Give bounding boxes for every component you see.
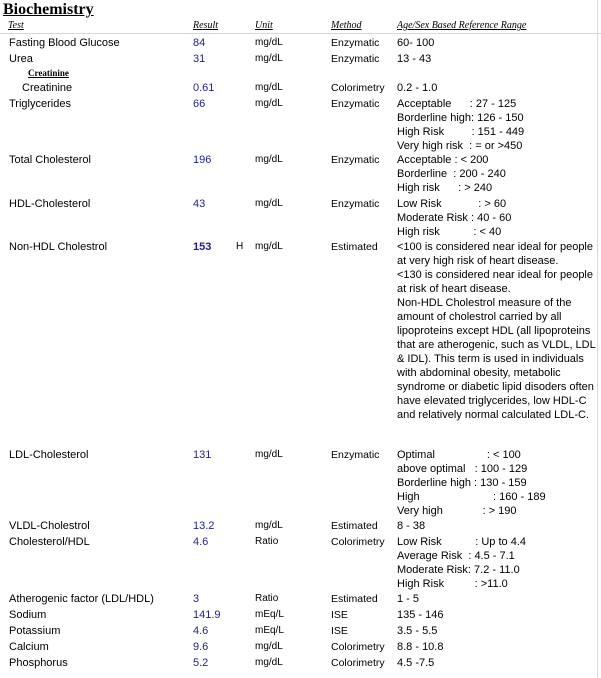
test-name: Atherogenic factor (LDL/HDL) [9,593,154,605]
reference-note: <100 is considered near ideal for people at very high risk of heart disease. <130 is considered near ideal for people at risk of heart disease. Non-HDL Cholestrol measure of the amount of cholestrol carried by all lipoproteins except HDL (all lipoproteins that are atherogenic, such as VLDL, LDL & IDL). This term is used in individuals with abdominal obesity, metabolic syndrome or diabetic lipid disoders often have elevated triglycerides, low HDL-C and relatively normal calculated LDL-C. [397,241,596,421]
test-name: Urea [9,53,33,65]
reference-line: 4.5 -7.5 [397,657,435,669]
unit: mEq/L [255,609,284,620]
test-name: Triglycerides [9,98,71,110]
reference-line: 1 - 5 [397,593,420,605]
result-value: 43 [193,198,206,210]
unit: mg/dL [255,82,283,93]
reference-line: 60- 100 [397,37,435,49]
method: Enzymatic [331,154,380,166]
reference-range [397,608,443,622]
result-value: 0.61 [193,82,215,94]
unit: mg/dL [255,449,283,460]
reference-line: Very high : > 190 [397,505,517,517]
reference-line: 3.5 - 5.5 [397,625,438,637]
reference-range [397,36,434,50]
reference-line: Borderline : 200 - 240 [397,168,506,180]
unit: mg/dL [255,154,283,165]
reference-line: Low Risk : Up to 4.4 [397,536,526,548]
result-flag: H [236,241,244,252]
unit: mg/dL [255,98,283,109]
unit: mEq/L [255,625,284,636]
unit: mg/dL [255,657,283,668]
header-method: Method [331,20,362,31]
unit: Ratio [255,536,279,547]
method: ISE [331,609,348,621]
reference-line: High : 160 - 189 [397,491,546,503]
table-header [0,20,601,34]
header-divider [0,33,601,34]
test-name: VLDL-Cholestrol [9,520,90,532]
method: Estimated [331,593,378,605]
test-name: Potassium [9,625,61,637]
subheading-creatinine: Creatinine [28,68,69,78]
method: Estimated [331,241,378,253]
reference-line: High Risk : 151 - 449 [397,126,525,138]
test-name: LDL-Cholesterol [9,449,89,461]
unit: mg/dL [255,37,283,48]
result-value: 31 [193,53,206,65]
method: Enzymatic [331,37,380,49]
reference-line: Borderline high : 130 - 159 [397,477,527,489]
result-value: 84 [193,37,206,49]
section-title: Biochemistry [3,1,94,18]
reference-line: Average Risk : 4.5 - 7.1 [397,550,515,562]
reference-range [397,640,443,654]
reference-line: Very high risk : = or >450 [397,140,523,152]
test-name: Phosphorus [9,657,68,669]
header-ref-range: Age/Sex Based Reference Range [397,20,527,31]
reference-range [397,52,431,66]
unit: mg/dL [255,520,283,531]
test-name: Calcium [9,641,49,653]
test-name: Sodium [9,609,47,621]
result-value: 131 [193,449,212,461]
method: Enzymatic [331,98,380,110]
unit: mg/dL [255,53,283,64]
reference-range [397,624,437,638]
test-name: Creatinine [22,82,73,94]
reference-range [397,153,506,195]
reference-line: Moderate Risk : 40 - 60 [397,212,512,224]
method: Colorimetry [331,641,385,653]
test-name: Total Cholesterol [9,154,91,166]
reference-range [397,592,419,606]
method: Enzymatic [331,198,380,210]
result-value: 66 [193,98,206,110]
method: Colorimetry [331,82,385,94]
reference-line: Optimal : < 100 [397,449,521,461]
header-unit: Unit [255,20,273,31]
reference-range [397,97,524,153]
method: Colorimetry [331,536,385,548]
result-value: 3 [193,593,200,605]
reference-line: Acceptable : 27 - 125 [397,98,517,110]
reference-line: 135 - 146 [397,609,444,621]
unit: mg/dL [255,241,283,252]
method: Enzymatic [331,449,380,461]
reference-line: High Risk : >11.0 [397,578,508,590]
reference-line: Moderate Risk: 7.2 - 11.0 [397,564,520,576]
reference-line: High risk : > 240 [397,182,493,194]
test-name: Non-HDL Cholestrol [9,241,108,253]
result-value: 9.6 [193,641,209,653]
result-value: 196 [193,154,212,166]
result-value: 4.6 [193,536,209,548]
reference-line: 0.2 - 1.0 [397,82,438,94]
header-result: Result [193,20,218,31]
reference-line: High risk : < 40 [397,226,502,238]
result-value: 13.2 [193,520,215,532]
test-name: HDL-Cholesterol [9,198,91,210]
method: ISE [331,625,348,637]
reference-range [397,81,437,95]
reference-range [397,197,511,239]
test-name: Cholesterol/HDL [9,536,90,548]
reference-range [397,656,434,670]
result-value: 153 [193,241,212,253]
method: Colorimetry [331,657,385,669]
method: Enzymatic [331,53,380,65]
unit: Ratio [255,593,279,604]
reference-line: 13 - 43 [397,53,432,65]
reference-range [397,535,526,591]
reference-line: 8.8 - 10.8 [397,641,444,653]
result-value: 4.6 [193,625,209,637]
reference-line: Low Risk : > 60 [397,198,507,210]
reference-line: 8 - 38 [397,520,426,532]
result-value: 141.9 [193,609,221,621]
unit: mg/dL [255,641,283,652]
reference-range [397,448,546,518]
header-test: Test [8,20,24,31]
reference-line: above optimal : 100 - 129 [397,463,528,475]
unit: mg/dL [255,198,283,209]
result-value: 5.2 [193,657,209,669]
reference-line: Borderline high: 126 - 150 [397,112,524,124]
method: Estimated [331,520,378,532]
test-name: Fasting Blood Glucose [9,37,120,49]
reference-range [397,519,425,533]
reference-line: Acceptable : < 200 [397,154,489,166]
